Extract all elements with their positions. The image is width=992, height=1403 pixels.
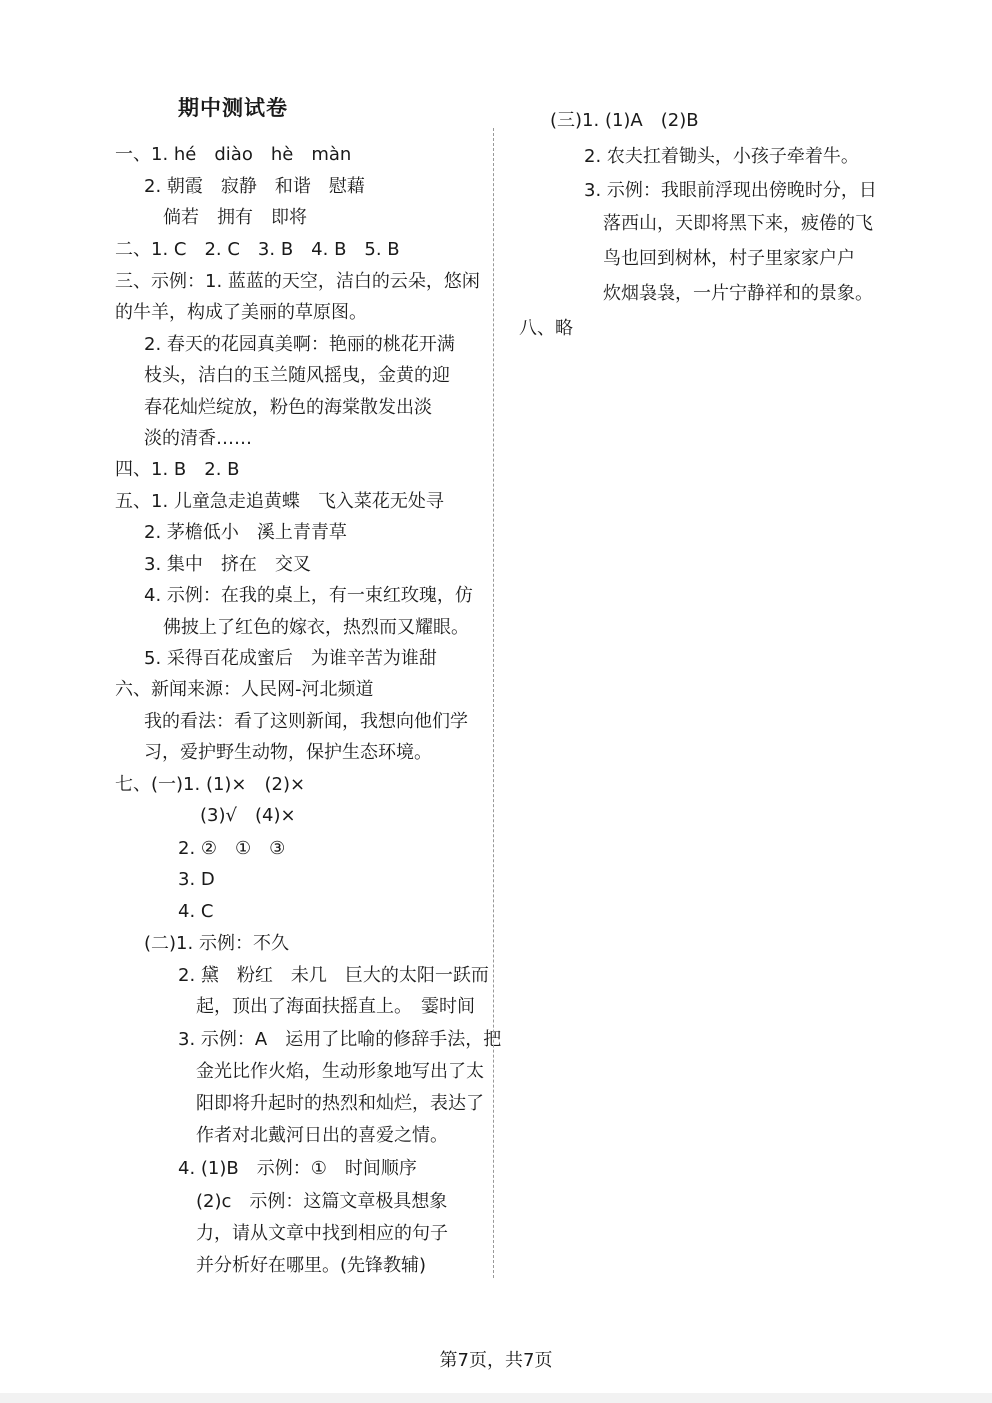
answer-line: 3. 集中 挤在 交叉 xyxy=(144,554,311,575)
answer-line: 3. 示例：我眼前浮现出傍晚时分，日 xyxy=(584,180,877,201)
answer-line: 并分析好在哪里。(先锋教辅) xyxy=(196,1255,427,1276)
answer-line: 起，顶出了海面扶摇直上。 霎时间 xyxy=(196,996,475,1017)
answer-line: 三、示例：1. 蓝蓝的天空，洁白的云朵，悠闲 xyxy=(115,271,480,292)
answer-line: 作者对北戴河日出的喜爱之情。 xyxy=(196,1125,448,1146)
answer-line: 一、1. hé diào hè màn xyxy=(115,144,352,165)
answer-line: 3. 示例：A 运用了比喻的修辞手法，把 xyxy=(178,1029,502,1050)
answer-line: 2. 茅檐低小 溪上青青草 xyxy=(144,522,347,543)
answer-line: 炊烟袅袅，一片宁静祥和的景象。 xyxy=(603,283,873,304)
answer-line: 4. C xyxy=(178,901,214,922)
answer-line: 2. 朝霞 寂静 和谐 慰藉 xyxy=(144,176,365,197)
answer-line: 五、1. 儿童急走追黄蝶 飞入菜花无处寻 xyxy=(115,491,444,512)
answer-line: 习，爱护野生动物，保护生态环境。 xyxy=(144,742,432,763)
answer-line: 2. ② ① ③ xyxy=(178,838,286,859)
answer-line: 二、1. C 2. C 3. B 4. B 5. B xyxy=(115,239,400,260)
answer-line: 力，请从文章中找到相应的句子 xyxy=(196,1223,448,1244)
page-number: 第7页，共7页 xyxy=(439,1350,553,1371)
page-title: 期中测试卷 xyxy=(178,96,288,120)
answer-line: 金光比作火焰，生动形象地写出了太 xyxy=(196,1061,484,1082)
answer-line: 4. (1)B 示例：① 时间顺序 xyxy=(178,1158,417,1179)
answer-line: 春花灿烂绽放，粉色的海棠散发出淡 xyxy=(144,397,432,418)
answer-line: 的牛羊，构成了美丽的草原图。 xyxy=(115,302,367,323)
answer-line: 2. 农夫扛着锄头，小孩子牵着牛。 xyxy=(584,146,859,167)
answer-line: 四、1. B 2. B xyxy=(115,459,240,480)
answer-line: 六、新闻来源：人民网-河北频道 xyxy=(115,679,374,700)
answer-line: 七、(一)1. (1)× (2)× xyxy=(115,774,306,795)
answer-line: 2. 黛 粉红 未几 巨大的太阳一跃而 xyxy=(178,965,489,986)
answer-line: 阳即将升起时的热烈和灿烂，表达了 xyxy=(196,1093,484,1114)
answer-line: 佛披上了红色的嫁衣，热烈而又耀眼。 xyxy=(163,617,469,638)
answer-line: 枝头，洁白的玉兰随风摇曳，金黄的迎 xyxy=(144,365,450,386)
answer-line: 八、略 xyxy=(519,318,573,339)
answer-line: 淡的清香…… xyxy=(144,428,252,449)
answer-line: 5. 采得百花成蜜后 为谁辛苦为谁甜 xyxy=(144,648,437,669)
page-bottom-edge xyxy=(0,1393,992,1403)
answer-line: 2. 春天的花园真美啊：艳丽的桃花开满 xyxy=(144,334,455,355)
answer-line: 4. 示例：在我的桌上，有一束红玫瑰，仿 xyxy=(144,585,473,606)
answer-line: 我的看法：看了这则新闻，我想向他们学 xyxy=(144,711,468,732)
answer-line: 倘若 拥有 即将 xyxy=(163,207,307,228)
answer-line: 落西山，天即将黑下来，疲倦的飞 xyxy=(603,213,873,234)
answer-line: (3)√ (4)× xyxy=(200,805,296,826)
answer-line: 3. D xyxy=(178,869,215,890)
answer-line: (二)1. 示例：不久 xyxy=(144,933,289,954)
answer-line: (三)1. (1)A (2)B xyxy=(550,110,699,131)
answer-line: 鸟也回到树林，村子里家家户户 xyxy=(603,248,855,269)
answer-line: (2)c 示例：这篇文章极具想象 xyxy=(196,1191,448,1212)
column-divider xyxy=(493,128,494,1278)
